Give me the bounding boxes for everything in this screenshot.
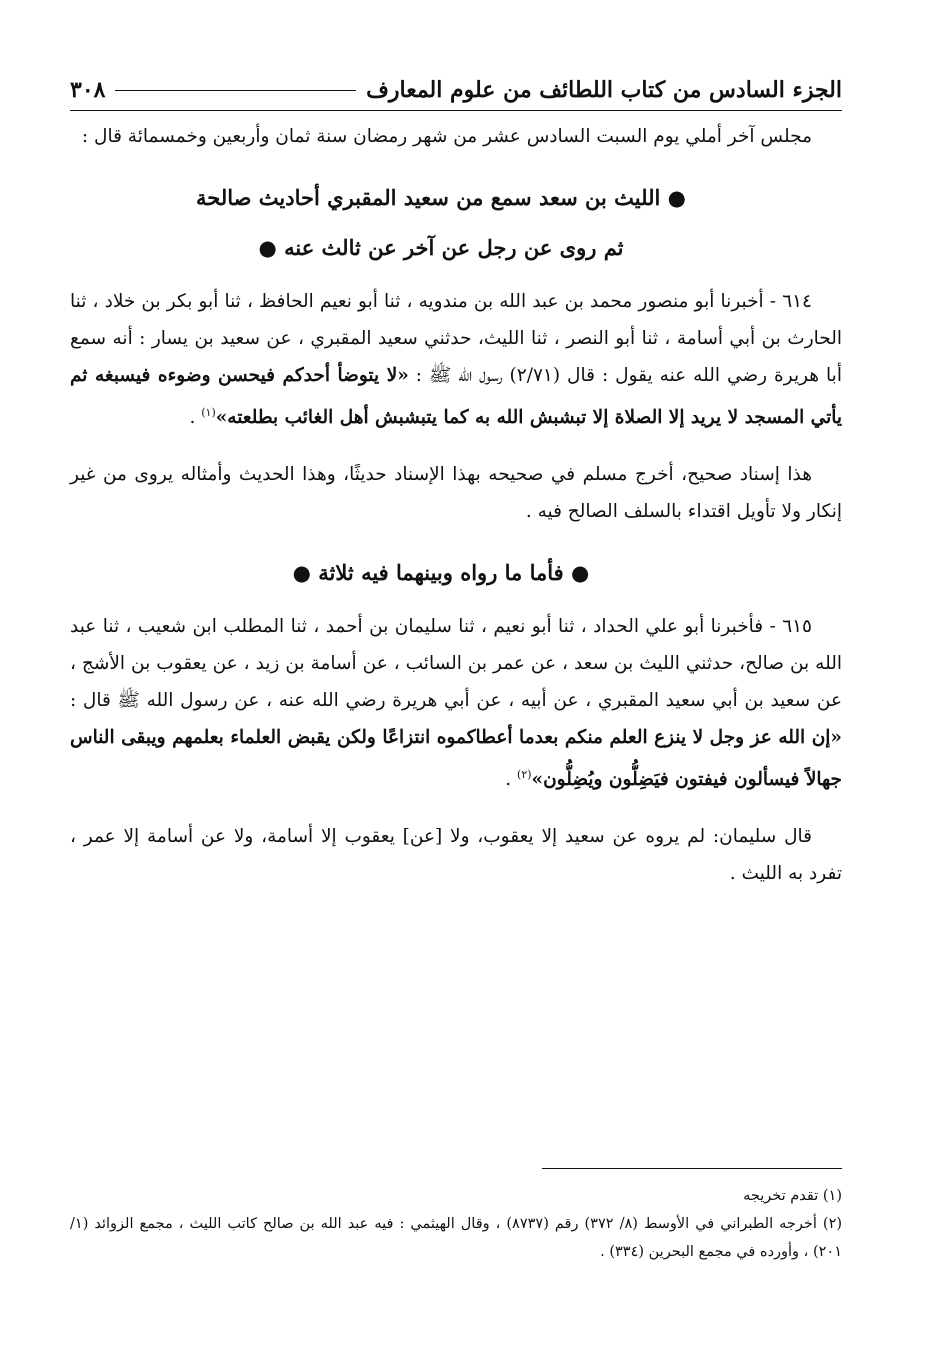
section-heading-1-line-2: ثم روى عن رجل عن آخر عن ثالث عنه ● — [258, 235, 624, 260]
footnote-1: (١) تقدم تخريجه — [743, 1188, 842, 1204]
footnotes — [70, 1182, 842, 1266]
comment-paragraph-2: قال سليمان: لم يروه عن سعيد إلا يعقوب، ولا [عن] يعقوب إلا أسامة، ولا عن أسامة إلا عمر ، تفرد به الليث . — [70, 826, 842, 885]
footnote-ref-1[interactable]: (١) — [201, 406, 216, 419]
section-heading-1-line-1: ● الليث بن سعد سمع من سعيد المقبري أحاديث صالحة — [196, 185, 686, 210]
page-header — [70, 70, 842, 111]
hadith-615 — [70, 608, 842, 798]
footnote-separator — [542, 1168, 842, 1169]
hadith-614 — [70, 283, 842, 436]
running-title: الجزء السادس من كتاب اللطائف من علوم المعارف — [366, 77, 842, 103]
section-heading-1 — [70, 173, 842, 273]
section-heading-2-line: ● فأما ما رواه وبينهما فيه ثلاثة ● — [292, 560, 590, 586]
hadith-615-end: . — [505, 769, 518, 791]
hadith-614-matn: «لا يتوضأ أحدكم فيحسن وضوءه فيسبغه ثم يأتي المسجد لا يريد إلا الصلاة إلا تبشبش الله به كما يتبشبش أهل الغائب بطلعته» — [70, 365, 842, 429]
page-number: ٣٠٨ — [70, 77, 106, 103]
hadith-615-matn: «إن الله عز وجل لا ينزع العلم منكم بعدما أعطاكموه انتزاعًا ولكن يقبض العلماء بعلمهم ويبقى الناس جهالاً فيسألون فيفتون فيَضِلُّون ويُضِلُّون» — [70, 727, 842, 791]
hadith-615-isnad: ٦١٥ - فأخبرنا أبو علي الحداد ، ثنا أبو نعيم ، ثنا سليمان بن أحمد ، ثنا المطلب ابن شعيب ، ثنا عبد الله بن صالح، حدثني الليث بن سعد ، عن عمر بن السائب ، عن أسامة بن زيد ، عن يعقوب بن الأشج ، عن سعيد بن أبي سعيد المقبري ، عن أبيه ، عن أبي هريرة رضي الله عنه ، عن رسول الله ﷺ قال : — [70, 616, 842, 712]
footnote-ref-2[interactable]: (٢) — [517, 768, 532, 782]
footnote-2: (٢) أخرجه الطبراني في الأوسط (٨/ ٣٧٢) رقم (٨٧٣٧) ، وقال الهيثمي : فيه عبد الله بن صالح كاتب الليث ، مجمع الزوائد (١/ ٢٠١) ، وأورده في مجمع البحرين (٣٣٤) . — [70, 1216, 843, 1260]
header-rule — [115, 90, 356, 91]
section-heading-2 — [70, 548, 842, 598]
spacer — [70, 798, 842, 818]
hadith-614-end: . — [189, 407, 202, 429]
spacer — [70, 436, 842, 456]
hadith-614-isnad: ٦١٤ - أخبرنا أبو منصور محمد بن عبد الله بن مندويه ، ثنا أبو نعيم الحافظ ، ثنا أبو بكر بن خلاد ، ثنا الحارث بن أبي أسامة ، ثنا أبو النصر ، ثنا الليث، حدثني سعيد المقبري ، عن سعيد بن يسار : أنه سمع أبا هريرة رضي الله عنه يقول : قال (٢/٧١) رسول الله ﷺ : — [70, 291, 842, 386]
page-body — [70, 118, 842, 892]
comment-paragraph-1: هذا إسناد صحيح، أخرج مسلم في صحيحه بهذا الإسناد حديثًا، وهذا الحديث وأمثاله يروى من غير إنكار ولا تأويل اقتداء بالسلف الصالح فيه . — [70, 464, 842, 523]
intro-paragraph: مجلس آخر أملي يوم السبت السادس عشر من شهر رمضان سنة ثمان وأربعين وخمسمائة قال : — [81, 126, 812, 147]
